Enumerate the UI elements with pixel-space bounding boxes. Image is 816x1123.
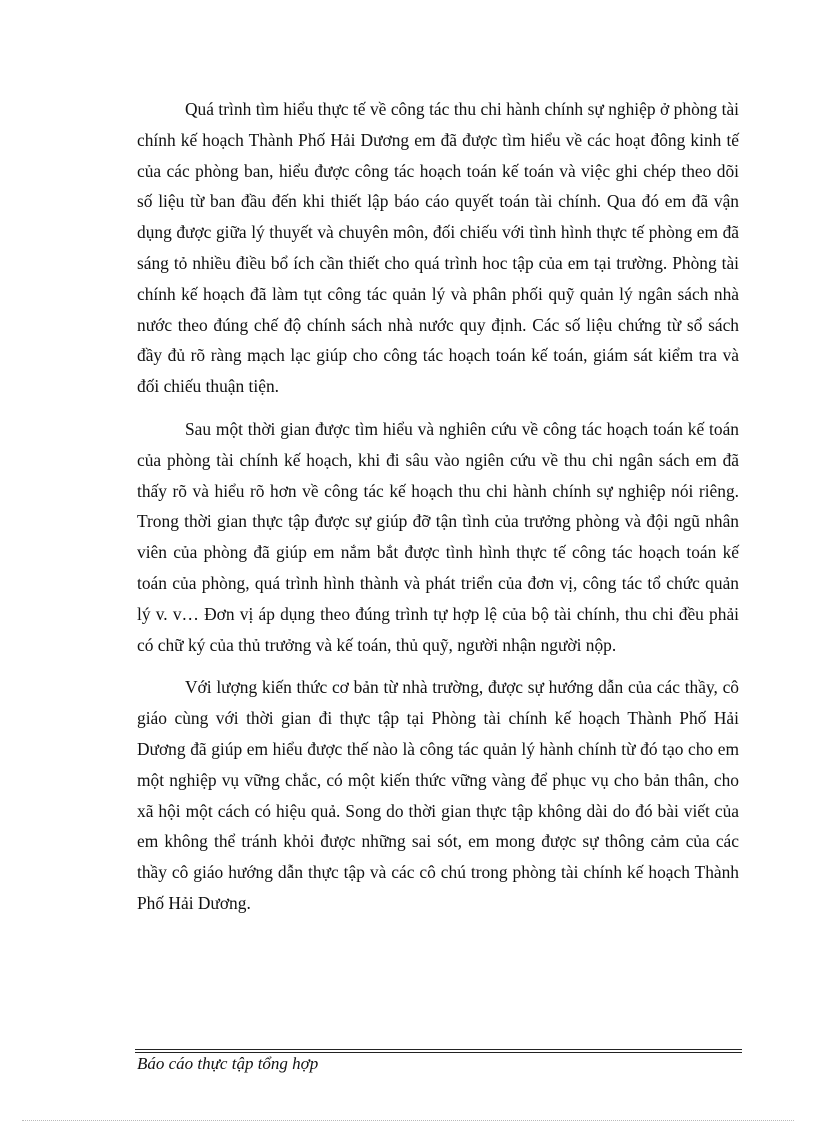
footer-title: Báo cáo thực tập tổng hợp <box>137 1054 319 1073</box>
paragraph-2: Sau một thời gian được tìm hiểu và nghiên cứu về công tác hoạch toán kế toán của phòng tài chính kế hoạch, khi đi sâu vào ngiên cứu về thu chi ngân sách em đã thấy rõ và hiểu rõ hơn về công tác kế hoạch thu chi hành chính sự nghiệp nói riêng. Trong thời gian thực tập được sự giúp đỡ tận tình của trưởng phòng và đội ngũ nhân viên của phòng đã giúp em nắm bắt được tình hình thực tế công tác hoạch toán kế toán của phòng, quá trình hình thành và phát triển của đơn vị, công tác tổ chức quản lý v. v… Đơn vị áp dụng theo đúng trình tự hợp lệ của bộ tài chính, thu chi đều phải có chữ ký của thủ trưởng và kế toán, thủ quỹ, người nhận người nộp. <box>137 418 739 655</box>
footer-double-rule <box>135 1049 742 1052</box>
paragraph-1: Quá trình tìm hiểu thực tế về công tác thu chi hành chính sự nghiệp ở phòng tài chính kế hoạch Thành Phố Hải Dương em đã được tìm hiểu về các hoạt đông kinh tế của các phòng ban, hiểu được công tác hoạch toán kế toán và việc ghi chép theo dõi số liệu từ ban đầu đến khi thiết lập báo cáo quyết toán tài chính. Qua đó em đã vận dụng được giữa lý thuyết và chuyên môn, đối chiếu với tình hình thực tế phòng em đã sáng tỏ nhiều điều bổ ích cần thiết cho quá trình hoc tập của em tại trường. Phòng tài chính kế hoạch đã làm tụt công tác quản lý và phân phối quỹ quản lý ngân sách nhà nước theo đúng chế độ chính sách nhà nước quy định. Các số liệu chứng từ sổ sách đầy đủ rõ ràng mạch lạc giúp cho công tác hoạch toán kế toán, giám sát kiểm tra và đối chiếu thuận tiện. <box>137 99 739 397</box>
page-bottom-edge <box>22 1120 794 1121</box>
paragraph-3: Với lượng kiến thức cơ bản từ nhà trường, được sự hướng dẫn của các thầy, cô giáo cùng với thời gian đi thực tập tại Phòng tài chính kế hoạch Thành Phố Hải Dương đã giúp em hiểu được thế nào là công tác quản lý hành chính từ đó tạo cho em một nghiệp vụ vững chắc, có một kiến thức vững vàng để phục vụ cho bản thân, cho xã hội một cách có hiệu quả. Song do thời gian thực tập không dài do đó bài viết của em không thể tránh khỏi được những sai sót, em mong được sự thông cảm của các thầy cô giáo hướng dẫn thực tập và các cô chú trong phòng tài chính kế hoạch Thành Phố Hải Dương. <box>137 677 739 913</box>
body-text <box>137 94 739 931</box>
